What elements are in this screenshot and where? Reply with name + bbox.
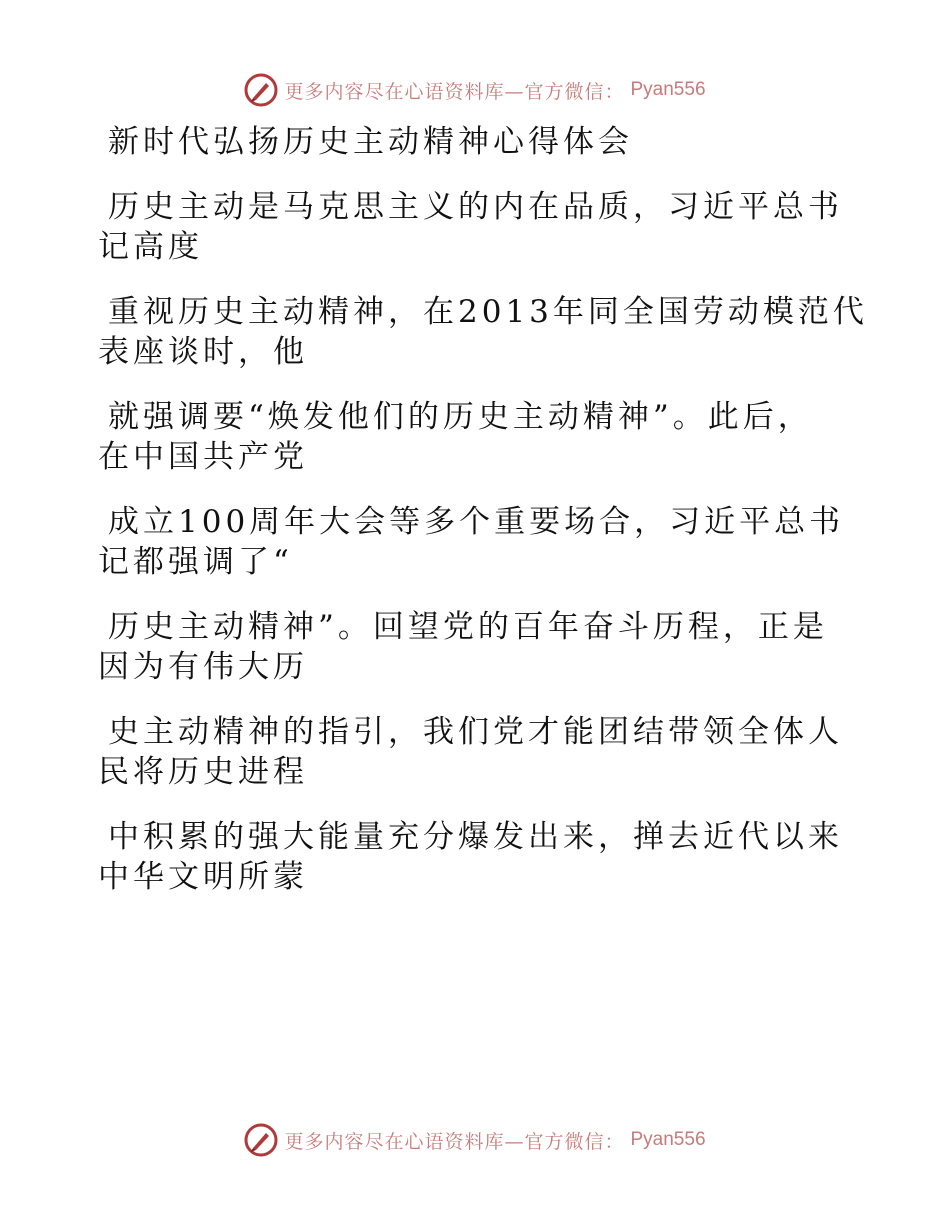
text-line: 成立100周年大会等多个重要场合，习近平总书 <box>108 504 845 540</box>
pen-logo-icon <box>244 73 278 107</box>
text-line: 表座谈时，他 <box>98 334 308 370</box>
text-line: 历史主动是马克思主义的内在品质，习近平总书 <box>108 189 843 225</box>
text-line: 历史主动精神”。回望党的百年奋斗历程，正是 <box>108 609 828 645</box>
header-watermark <box>0 70 950 110</box>
text-line: 记高度 <box>98 229 203 265</box>
text-line: 在中国共产党 <box>98 439 308 475</box>
text-line: 记都强调了“ <box>98 544 293 580</box>
text-line: 重视历史主动精神，在2013年同全国劳动模范代 <box>108 294 868 330</box>
watermark-handle: Pyan556 <box>630 79 706 100</box>
text-line: 中积累的强大能量充分爆发出来，掸去近代以来 <box>108 819 843 855</box>
watermark-text: 更多内容尽在心语资料库—官方微信： <box>284 1130 625 1153</box>
document-title: 新时代弘扬历史主动精神心得体会 <box>108 124 633 160</box>
text-line: 就强调要“焕发他们的历史主动精神”。此后， <box>108 399 813 435</box>
document-body <box>98 122 868 897</box>
text-line: 史主动精神的指引，我们党才能团结带领全体人 <box>108 714 843 750</box>
footer-watermark <box>0 1120 950 1160</box>
text-line: 民将历史进程 <box>98 754 308 790</box>
pen-logo-icon <box>244 1123 278 1157</box>
watermark-handle: Pyan556 <box>630 1129 706 1150</box>
watermark-text: 更多内容尽在心语资料库—官方微信： <box>284 80 625 103</box>
text-line: 中华文明所蒙 <box>98 859 308 895</box>
text-line: 因为有伟大历 <box>98 649 308 685</box>
